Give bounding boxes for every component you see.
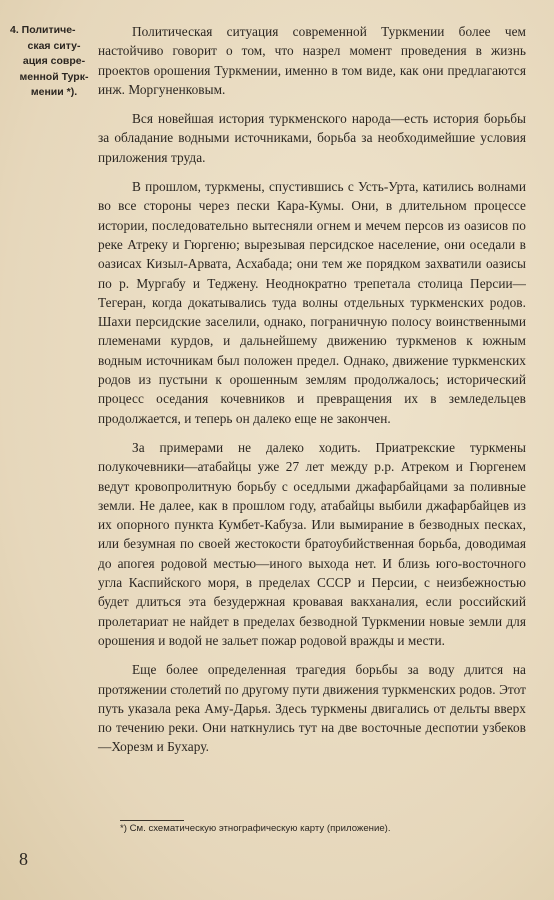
- paragraph: Вся новейшая история туркменского народа—есть история борьбы за обладание водными источниками, борьба за необходимейшие условия приложения труда.: [98, 111, 526, 165]
- paragraph: Политическая ситуация современной Туркмении более чем настойчиво говорит о том, что назрел момент проведения в жизнь проектов орошения Туркмении, именно в том виде, как они предлагаются инж. Моргуненковым.: [98, 24, 526, 97]
- footnote: *) См. схематическую этнографическую карту (приложение).: [120, 823, 391, 834]
- paragraph: В прошлом, туркмены, спустившись с Усть-Урта, катились волнами во все стороны через пески Кара-Кумы. Они, в длительном процессе истории, последовательно вытесняли огнем и мечем персов из оазисов по реке Атреку и Гюргеню; вырезывая персидское население, они оседали в оазисах Кизыл-Арвата, Асхабада; они тем же порядком захватили оазисы по р. Мургабу и Теджену. Неоднократно трепетала столица Персии—Тегеран, когда докатывались туда волны отдельных туркменских родов. Шахи персидские заселили, однако, пограничную полосу воинственными племенами курдов, и дальнейшему движению туркменов к южным водным источникам был положен предел. Однако, движение туркменских родов из пустыни к орошенным землям продолжалось; исторический процесс оседания кочевников и превращения их в земледельцев продолжается, и теперь он далеко еще не закончен.: [98, 179, 526, 426]
- margin-section-heading: [10, 23, 98, 101]
- page-number: 8: [19, 849, 28, 869]
- body-text: [98, 22, 526, 757]
- margin-heading-line: менной Турк-: [19, 70, 89, 83]
- paragraph: Еще более определенная трагедия борьбы за воду длится на протяжении столетий по другому пути движения туркменских родов. Этот путь указала река Аму-Дарья. Здесь туркмены двигались от дельты вверх по течению реки. Они наткнулись тут на две восточные деспотии узбеков—Хорезм и Бухару.: [98, 662, 526, 755]
- footnote-divider: [120, 820, 184, 821]
- margin-heading-line: ская ситу-: [27, 39, 81, 52]
- margin-heading-line: 4. Политиче-: [10, 24, 76, 36]
- margin-heading-line: ация совре-: [22, 55, 86, 68]
- paragraph: За примерами не далеко ходить. Приатрекские туркмены полукочевники—атабайцы уже 27 лет между р.р. Атреком и Гюргенем ведут кровопролитную борьбу с оседлыми джафарбайцами за поливные земли. Не далее, как в прошлом году, атабайцы выбили джафарбайцев из их опорного пункта Кумбет-Кабуза. Или вымирание в безводных песках, или безумная по своей жестокости братоубийственная борьба, доводимая до апогея родовой местью—иного выхода нет. И близь юго-восточного угла Каспийского моря, в пределах СССР и Персии, с неизбежностью будет длиться эта безудержная кровавая вакханалия, если российский пролетариат не найдет в пределах безводной Туркмении новые земли для орошения и водой не зальет пожар родовой вражды и мести.: [98, 439, 526, 648]
- margin-heading-line: мении *).: [30, 86, 78, 99]
